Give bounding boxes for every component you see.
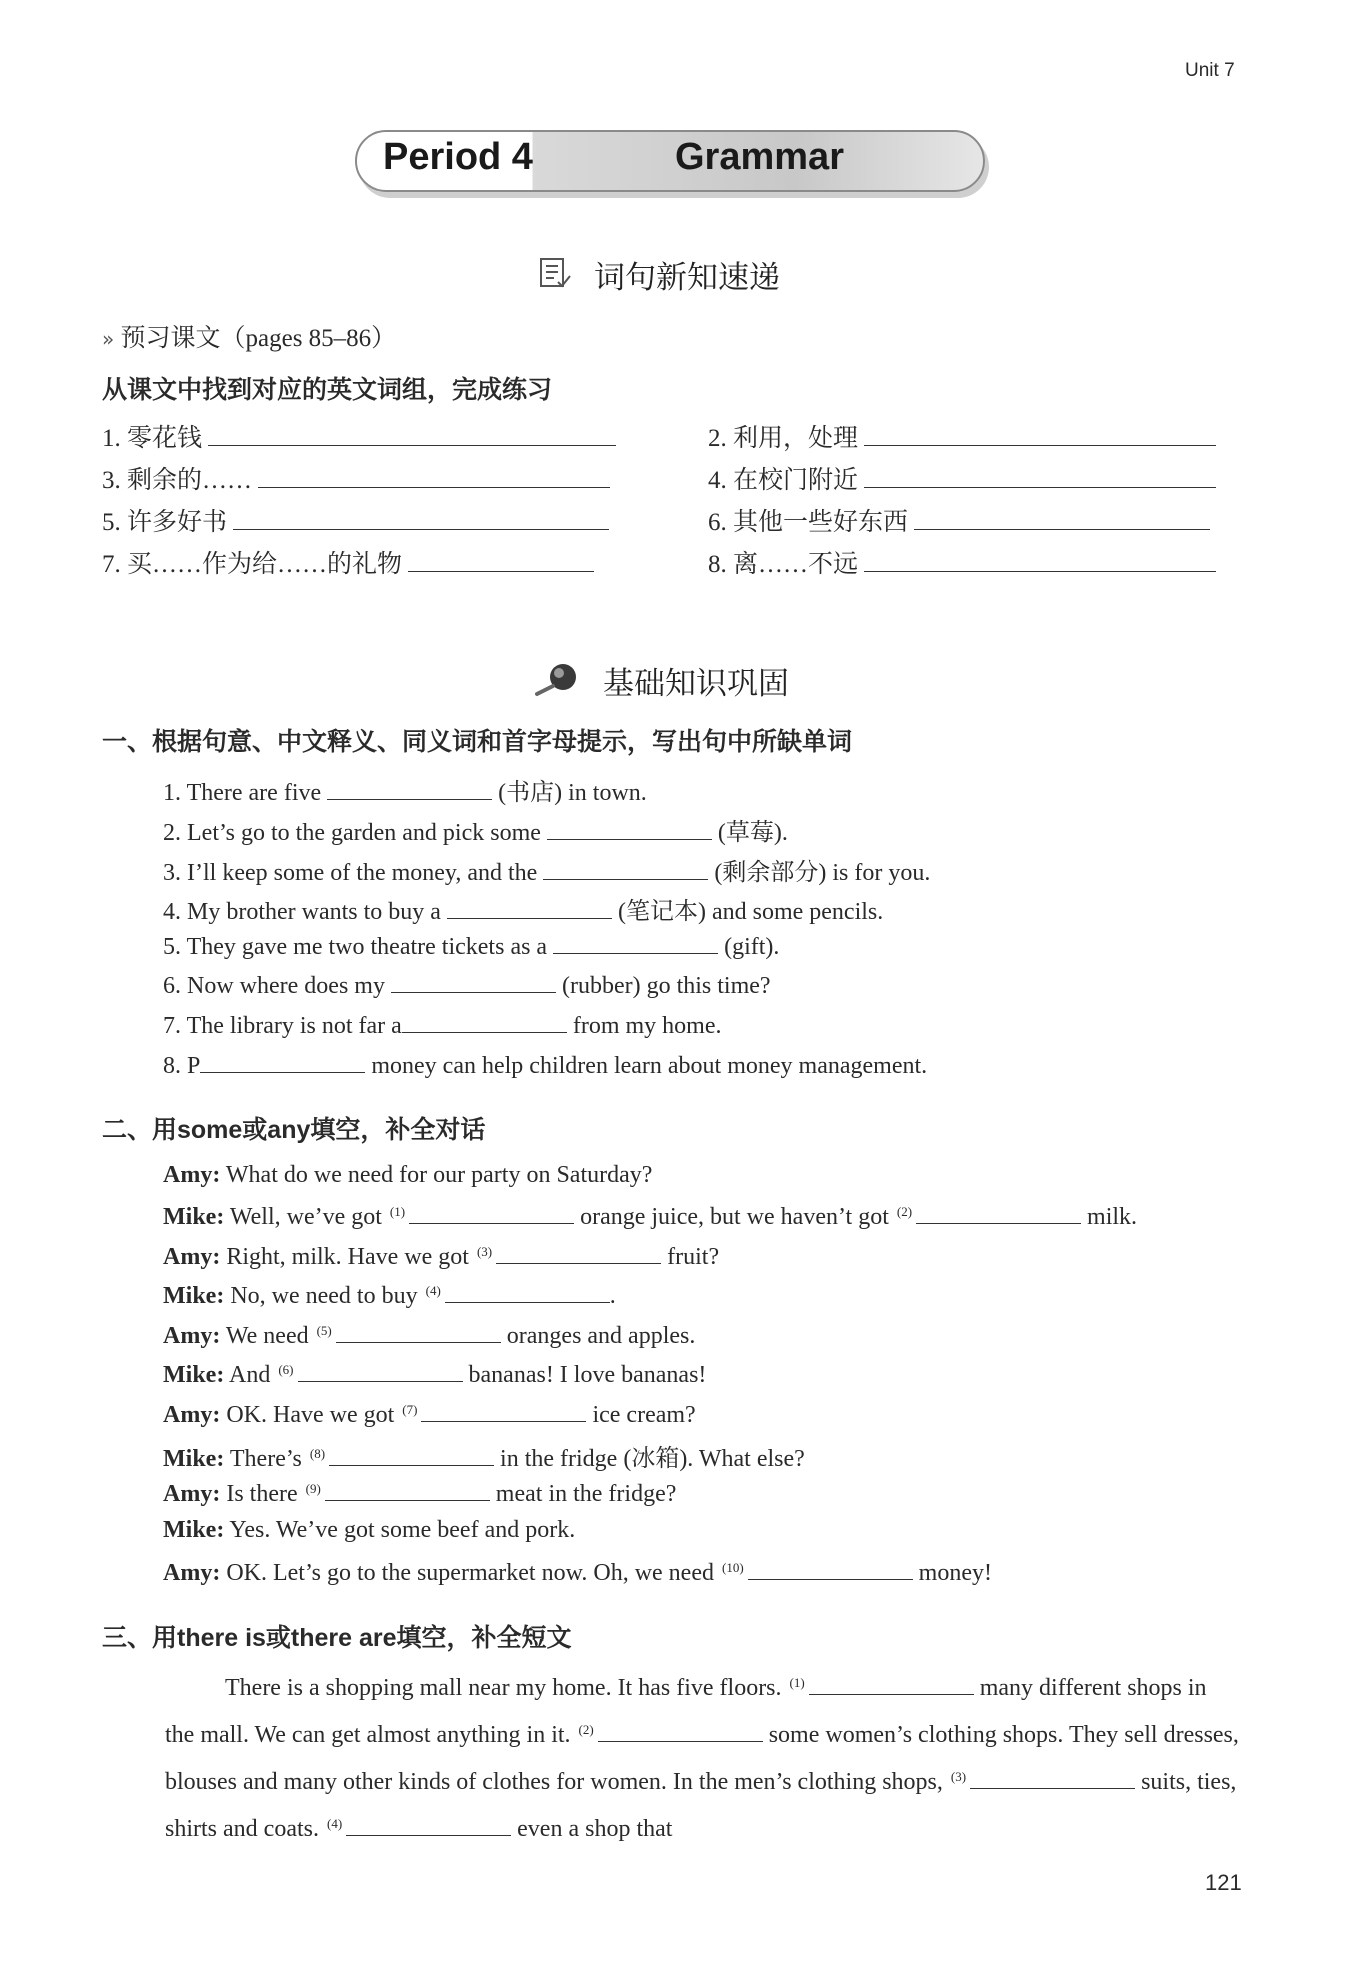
vocab-item: 5. 许多好书	[102, 502, 609, 538]
speaker-label: Amy:	[163, 1244, 221, 1270]
answer-blank[interactable]	[208, 423, 616, 446]
dialogue-line: Amy: OK. Let’s go to the supermarket now. Oh, we need $^{(10)}$ money!	[163, 1557, 992, 1587]
dialogue-line: Amy: What do we need for our party on Saturday?	[163, 1162, 653, 1188]
dialogue-line: Amy: We need $^{(5)}$ oranges and apples.	[163, 1320, 695, 1350]
section1-instruction: 从课文中找到对应的英文词组，完成练习	[102, 376, 553, 404]
vocab-item: 3. 剩余的……	[102, 460, 610, 496]
answer-blank[interactable]	[748, 1557, 913, 1580]
vocab-item: 2. 利用，处理	[708, 418, 1216, 454]
answer-blank[interactable]	[408, 549, 594, 572]
dialogue-line: Mike: There’s $^{(8)}$ in the fridge (冰箱). What else?	[163, 1438, 805, 1473]
answer-blank[interactable]	[864, 465, 1216, 488]
part3-title: 三、用there is或there are填空，补全短文	[102, 1624, 572, 1652]
speaker-label: Mike:	[163, 1517, 225, 1543]
dialogue-line: Amy: Right, milk. Have we got $^{(3)}$ fruit?	[163, 1241, 719, 1271]
answer-blank[interactable]	[598, 1719, 763, 1742]
speaker-label: Amy:	[163, 1560, 221, 1586]
topic-label: Grammar	[675, 136, 844, 178]
dialogue-line: Mike: And $^{(6)}$ bananas! I love bananas!	[163, 1359, 706, 1389]
answer-blank[interactable]	[864, 423, 1216, 446]
speaker-label: Mike:	[163, 1204, 225, 1230]
part2-title: 二、用some或any填空，补全对话	[102, 1116, 486, 1144]
double-chevron-icon: »	[102, 327, 115, 351]
speaker-label: Mike:	[163, 1283, 225, 1309]
answer-blank[interactable]	[402, 1010, 567, 1033]
answer-blank[interactable]	[421, 1399, 586, 1422]
speaker-label: Mike:	[163, 1362, 225, 1388]
answer-blank[interactable]	[916, 1201, 1081, 1224]
answer-blank[interactable]	[864, 549, 1216, 572]
answer-blank[interactable]	[809, 1672, 974, 1695]
vocab-item: 7. 买……作为给……的礼物	[102, 544, 594, 580]
answer-blank[interactable]	[914, 507, 1210, 530]
answer-blank[interactable]	[445, 1280, 610, 1303]
preview-line	[102, 318, 396, 354]
dialogue-line: Mike: Well, we’ve got $^{(1)}$ orange juice, but we haven’t got $^{(2)}$ milk.	[163, 1201, 1137, 1231]
period-label: Period 4	[383, 136, 533, 178]
exercise-line: 3. I’ll keep some of the money, and the (剩余部分) is for you.	[163, 852, 930, 887]
answer-blank[interactable]	[336, 1320, 501, 1343]
preview-label: 预习课文（pages 85–86）	[120, 325, 397, 352]
vocab-item: 8. 离……不远	[708, 544, 1216, 580]
exercise-line: 2. Let’s go to the garden and pick some (草莓).	[163, 812, 788, 847]
answer-blank[interactable]	[447, 896, 612, 919]
answer-blank[interactable]	[327, 777, 492, 800]
dialogue-line: Amy: OK. Have we got $^{(7)}$ ice cream?	[163, 1399, 696, 1429]
answer-blank[interactable]	[970, 1766, 1135, 1789]
dialogue-line: Mike: Yes. We’ve got some beef and pork.	[163, 1517, 576, 1543]
answer-blank[interactable]	[200, 1050, 365, 1073]
answer-blank[interactable]	[409, 1201, 574, 1224]
passage: There is a shopping mall near my home. It has five floors. $^{(1)}$ many different shops in the mall. We can get almost anything in it. $^{(2)}$ some women’s clothing shops. They sell dresses, blouses and many other kinds of clothes for women. In the men’s clothing shops, $^{(3)}$ suits, ties, shirts and coats. $^{(4)}$ even a shop that	[165, 1662, 1240, 1850]
dialogue-line: Amy: Is there $^{(9)}$ meat in the fridge?	[163, 1478, 676, 1508]
answer-blank[interactable]	[258, 465, 610, 488]
speaker-label: Amy:	[163, 1402, 221, 1428]
answer-blank[interactable]	[233, 507, 609, 530]
dialogue-line: Mike: No, we need to buy $^{(4)}$ .	[163, 1280, 616, 1310]
speaker-label: Amy:	[163, 1162, 221, 1188]
answer-blank[interactable]	[543, 857, 708, 880]
heading-text: 词句新知速递	[594, 260, 780, 295]
exercise-line: 7. The library is not far a from my home.	[163, 1010, 721, 1040]
vocab-item: 4. 在校门附近	[708, 460, 1216, 496]
answer-blank[interactable]	[329, 1443, 494, 1466]
magnifier-icon	[533, 660, 581, 698]
speaker-label: Mike:	[163, 1446, 225, 1472]
heading-text: 基础知识巩固	[603, 666, 789, 701]
answer-blank[interactable]	[496, 1241, 661, 1264]
exercise-line: 8. P money can help children learn about money management.	[163, 1050, 927, 1080]
exercise-line: 6. Now where does my (rubber) go this time?	[163, 970, 771, 1000]
speaker-label: Amy:	[163, 1323, 221, 1349]
answer-blank[interactable]	[547, 817, 712, 840]
page-number: 121	[1205, 1870, 1242, 1895]
exercise-line: 5. They gave me two theatre tickets as a (gift).	[163, 931, 779, 961]
notes-icon	[538, 256, 572, 290]
answer-blank[interactable]	[346, 1813, 511, 1836]
exercise-line: 4. My brother wants to buy a (笔记本) and some pencils.	[163, 891, 883, 926]
vocab-item: 6. 其他一些好东西	[708, 502, 1210, 538]
answer-blank[interactable]	[391, 970, 556, 993]
unit-label: Unit 7	[1185, 60, 1235, 81]
answer-blank[interactable]	[325, 1478, 490, 1501]
part1-title: 一、根据句意、中文释义、同义词和首字母提示，写出句中所缺单词	[102, 728, 853, 756]
period-banner	[355, 130, 985, 192]
answer-blank[interactable]	[298, 1359, 463, 1382]
answer-blank[interactable]	[553, 931, 718, 954]
speaker-label: Amy:	[163, 1481, 221, 1507]
exercise-line: 1. There are five (书店) in town.	[163, 772, 647, 807]
vocab-item: 1. 零花钱	[102, 418, 616, 454]
